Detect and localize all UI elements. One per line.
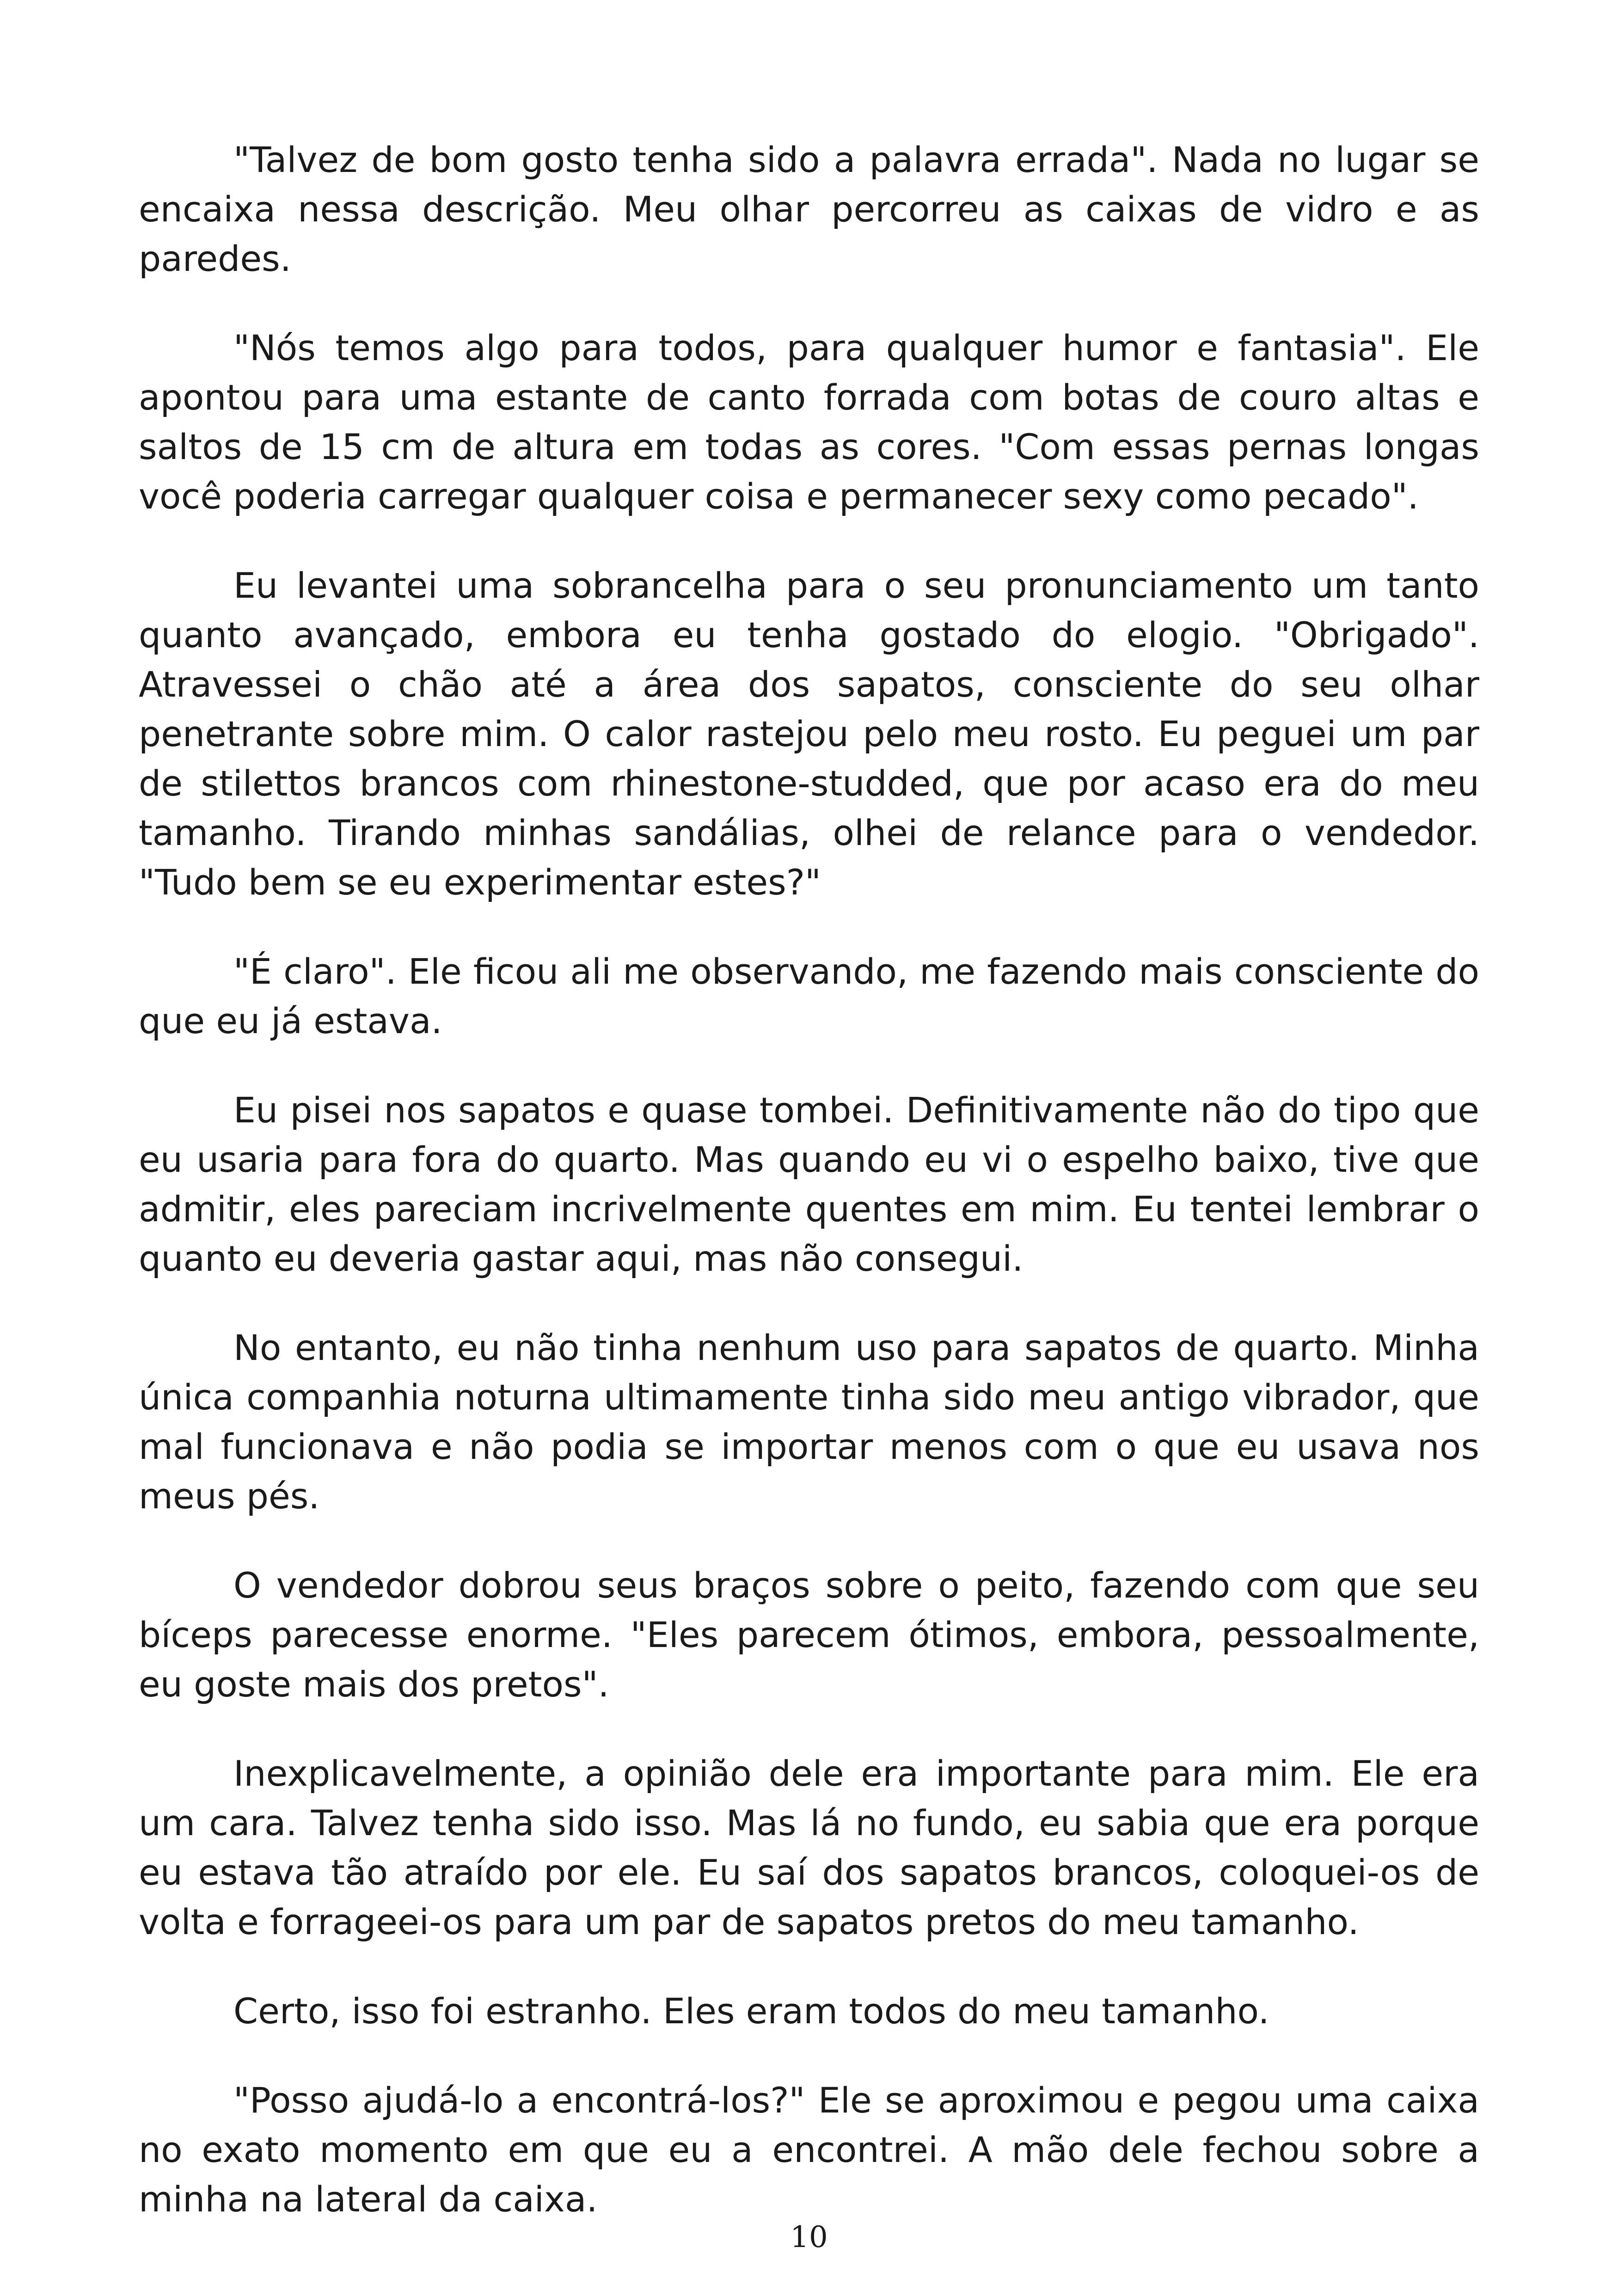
paragraph: Eu pisei nos sapatos e quase tombei. Definitivamente não do tipo que eu usaria para fora do quarto. Mas quando eu vi o espelho baixo, tive que admitir, eles pareciam incrivelmente quentes em mim. Eu tentei lembrar o quanto eu deveria gastar aqui, mas não consegui. — [139, 1090, 1479, 1279]
page-number: 10 — [790, 2220, 828, 2254]
paragraph: "Posso ajudá-lo a encontrá-los?" Ele se aproximou e pegou uma caixa no exato momento em que eu a encontrei. A mão dele fechou sobre a minha na lateral da caixa. — [139, 2080, 1479, 2220]
paragraph: "É claro". Ele ficou ali me observando, me fazendo mais consciente do que eu já estava. — [139, 951, 1479, 1041]
paragraph: Eu levantei uma sobrancelha para o seu pronunciamento um tanto quanto avançado, embora eu tenha gostado do elogio. "Obrigado". Atravessei o chão até a área dos sapatos, consciente do seu olhar penetrante sobre mim. O calor rastejou pelo meu rosto. Eu peguei um par de stilettos brancos com rhinestone-studded, que por acaso era do meu tamanho. Tirando minhas sandálias, olhei de relance para o vendedor. "Tudo bem se eu experimentar estes?" — [139, 565, 1479, 903]
paragraph: O vendedor dobrou seus braços sobre o peito, fazendo com que seu bíceps parecesse enorme. "Eles parecem ótimos, embora, pessoalmente, eu goste mais dos pretos". — [139, 1565, 1479, 1705]
paragraph: Certo, isso foi estranho. Eles eram todos do meu tamanho. — [233, 1990, 1269, 2032]
paragraph: "Nós temos algo para todos, para qualquer humor e fantasia". Ele apontou para uma estante de canto forrada com botas de couro altas e saltos de 15 cm de altura em todas as cores. "Com essas pernas longas você poderia carregar qualquer coisa e permanecer sexy como pecado". — [139, 327, 1479, 517]
paragraph: No entanto, eu não tinha nenhum uso para sapatos de quarto. Minha única companhia noturna ultimamente tinha sido meu antigo vibrador, que mal funcionava e não podia se importar menos com o que eu usava nos meus pés. — [139, 1327, 1479, 1517]
paragraph: Inexplicavelmente, a opinião dele era importante para mim. Ele era um cara. Talvez tenha sido isso. Mas lá no fundo, eu sabia que era porque eu estava tão atraído por ele. Eu saí dos sapatos brancos, coloquei-os de volta e forrageei-os para um par de sapatos pretos do meu tamanho. — [139, 1753, 1479, 1942]
body-text — [139, 135, 1479, 2264]
paragraph: "Talvez de bom gosto tenha sido a palavra errada". Nada no lugar se encaixa nessa descrição. Meu olhar percorreu as caixas de vidro e as paredes. — [139, 139, 1479, 279]
